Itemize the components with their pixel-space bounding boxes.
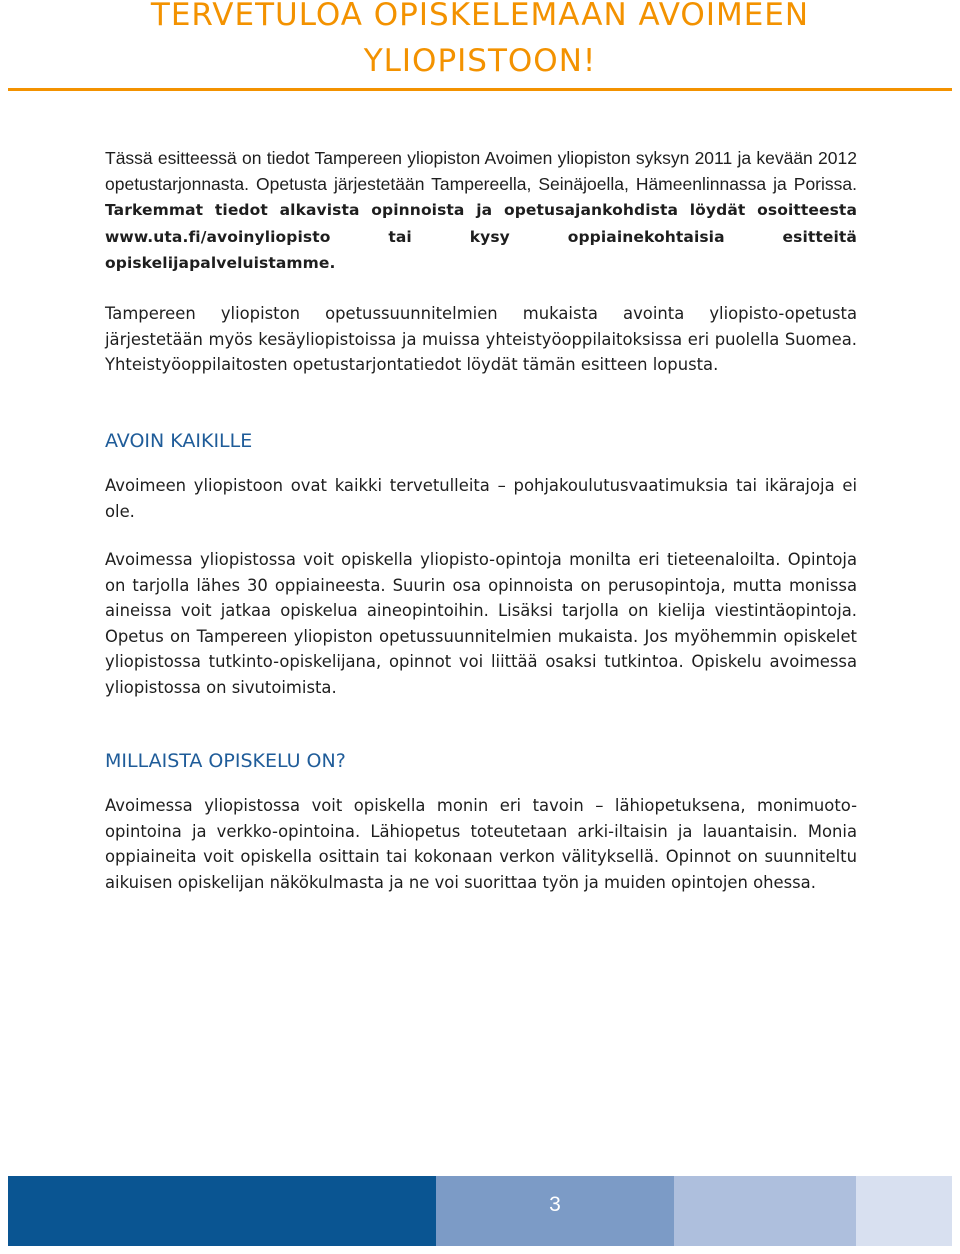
section-heading-studying: MILLAISTA OPISKELU ON? (105, 750, 346, 772)
page-number: 3 (549, 1193, 561, 1216)
studying-paragraph: Avoimessa yliopistossa voit opiskella monin eri tavoin – lähiopetuksena, monimuoto-opintoina ja verkko-opintoina. Lähiopetus toteutetaan arki-iltaisin ja lauantaisin. Monia oppiaineita voit opiskella osittain tai kokonaan verkon välityksellä. Opinnot on suunniteltu aikuisen opiskelijan näkökulmasta ja ne voi suorittaa työn ja muiden opintojen ohessa. (105, 796, 857, 892)
intro-bold-text: Tarkemmat tiedot alkavista opinnoista ja opetusajankohdista löydät osoitteesta www.uta.fi/avoinyliopisto tai kysy oppiainekohtaisia esitteitä opiskelijapalveluistamme. (105, 201, 857, 272)
footer-color-band (8, 1176, 952, 1246)
title-divider (8, 88, 952, 91)
open-for-all-paragraph-2: Avoimessa yliopistossa voit opiskella yliopisto-opintoja monilta eri tieteenaloilta. Opintoja on tarjolla lähes 30 oppiaineesta. Suurin osa opinnoista on perusopintoja, mutta monissa aineissa voit jatkaa opiskelua aineopintoihin. Lisäksi tarjolla on kielija viestintäopintoja. Opetus on Tampereen yliopiston opetussuunnitelmien mukaista. Jos myöhemmin opiskelet yliopistossa tutkinto-opiskelijana, opinnot voi liittää osaksi tutkintoa. Opiskelu avoimessa yliopistossa on sivutoimista. (105, 550, 857, 697)
page-title-line-2: YLIOPISTOON! (363, 43, 597, 79)
footer-band-segment-1 (8, 1176, 436, 1246)
footer-band-segment-2 (436, 1176, 674, 1246)
section-heading-open-for-all: AVOIN KAIKILLE (105, 430, 253, 452)
intro-paragraph (105, 146, 857, 277)
cooperation-paragraph: Tampereen yliopiston opetussuunnitelmien mukaista avointa yliopisto-opetusta järjestetään myös kesäyliopistoissa ja muissa yhteistyöoppilaitoksissa eri puolella Suomea. Yhteistyöoppilaitosten opetustarjontatiedot löydät tämän esitteen lopusta. (105, 304, 857, 374)
footer-band-segment-3 (674, 1176, 856, 1246)
page-title-line-1: TERVETULOA OPISKELEMAAN AVOIMEEN (150, 0, 810, 33)
intro-text: Tässä esitteessä on tiedot Tampereen yliopiston Avoimen yliopiston syksyn 2011 ja kevään 2012 opetustarjonnasta. Opetusta järjestetään Tampereella, Seinäjoella, Hämeenlinnassa ja Porissa. (105, 148, 857, 194)
page-title (0, 0, 960, 84)
footer-band-segment-4 (856, 1176, 952, 1246)
open-for-all-paragraph-1: Avoimeen yliopistoon ovat kaikki tervetulleita – pohjakoulutusvaatimuksia tai ikärajoja ei ole. (105, 476, 857, 521)
